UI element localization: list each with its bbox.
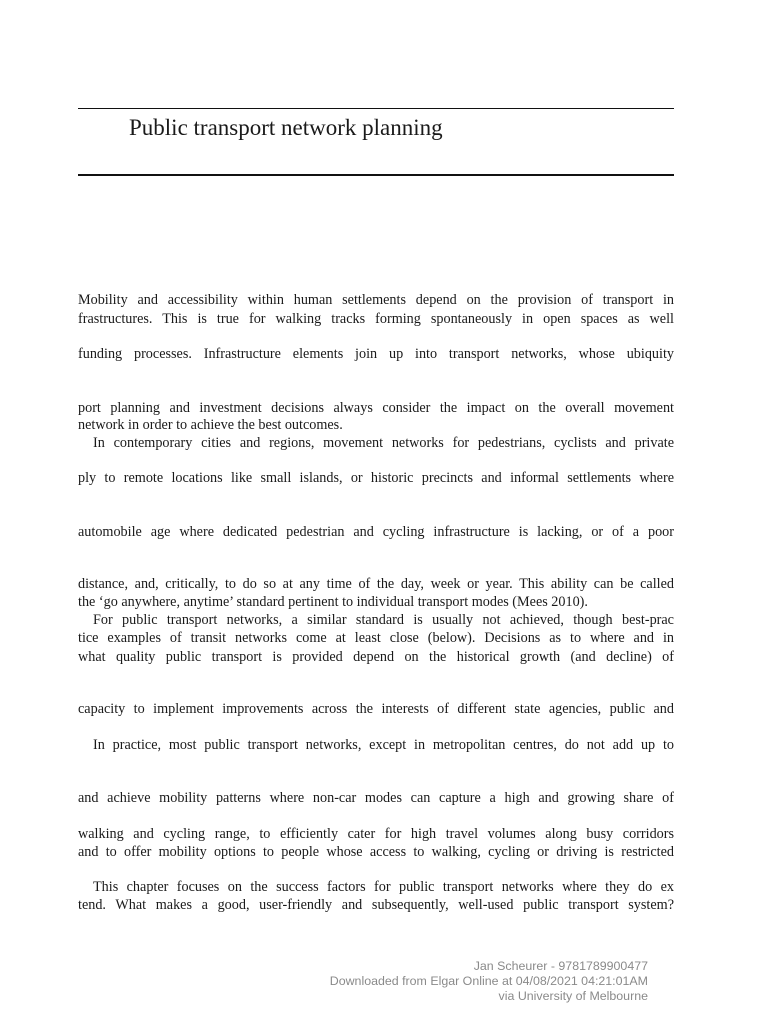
body-line: network in order to achieve the best outcomes.	[78, 417, 343, 433]
body-line: For public transport networks, a similar standard is usually not achieved, though best-prac	[93, 612, 674, 628]
watermark-author-isbn: Jan Scheurer - 9781789900477	[473, 959, 648, 973]
chapter-title: Public transport network planning	[129, 115, 443, 140]
body-line: and to offer mobility options to people whose access to walking, cycling or driving is restricted	[78, 844, 674, 860]
body-line: walking and cycling range, to efficiently cater for high travel volumes along busy corridors	[78, 826, 674, 842]
body-line: In practice, most public transport networks, except in metropolitan centres, do not add up to	[93, 737, 674, 753]
watermark-institution: via University of Melbourne	[498, 989, 648, 1003]
body-line: capacity to implement improvements across the interests of different state agencies, public and	[78, 701, 674, 717]
title-rule-top	[78, 108, 674, 109]
body-line: distance, and, critically, to do so at any time of the day, week or year. This ability can be called	[78, 576, 674, 592]
body-line: tend. What makes a good, user-friendly and subsequently, well-used public transport system?	[78, 897, 674, 913]
body-line: automobile age where dedicated pedestrian and cycling infrastructure is lacking, or of a poor	[78, 524, 674, 540]
title-rule-bottom	[78, 174, 674, 176]
body-line: port planning and investment decisions always consider the impact on the overall movement	[78, 400, 674, 416]
body-line: funding processes. Infrastructure elements join up into transport networks, whose ubiquity	[78, 346, 674, 362]
body-line: In contemporary cities and regions, movement networks for pedestrians, cyclists and private	[93, 435, 674, 451]
watermark-download-info: Downloaded from Elgar Online at 04/08/2021 04:21:01AM	[329, 974, 648, 988]
body-line: what quality public transport is provided depend on the historical growth (and decline) of	[78, 649, 674, 665]
body-line: ply to remote locations like small islands, or historic precincts and informal settlements where	[78, 470, 674, 486]
body-line: frastructures. This is true for walking tracks forming spontaneously in open spaces as well	[78, 311, 674, 327]
body-line: and achieve mobility patterns where non-car modes can capture a high and growing share of	[78, 790, 674, 806]
body-line: the ‘go anywhere, anytime’ standard pertinent to individual transport modes (Mees 2010).	[78, 594, 588, 610]
body-line: This chapter focuses on the success factors for public transport networks where they do ex	[93, 879, 674, 895]
body-line: tice examples of transit networks come at least close (below). Decisions as to where and in	[78, 630, 674, 646]
download-watermark	[330, 959, 648, 1004]
body-line: Mobility and accessibility within human settlements depend on the provision of transport in	[78, 292, 674, 308]
